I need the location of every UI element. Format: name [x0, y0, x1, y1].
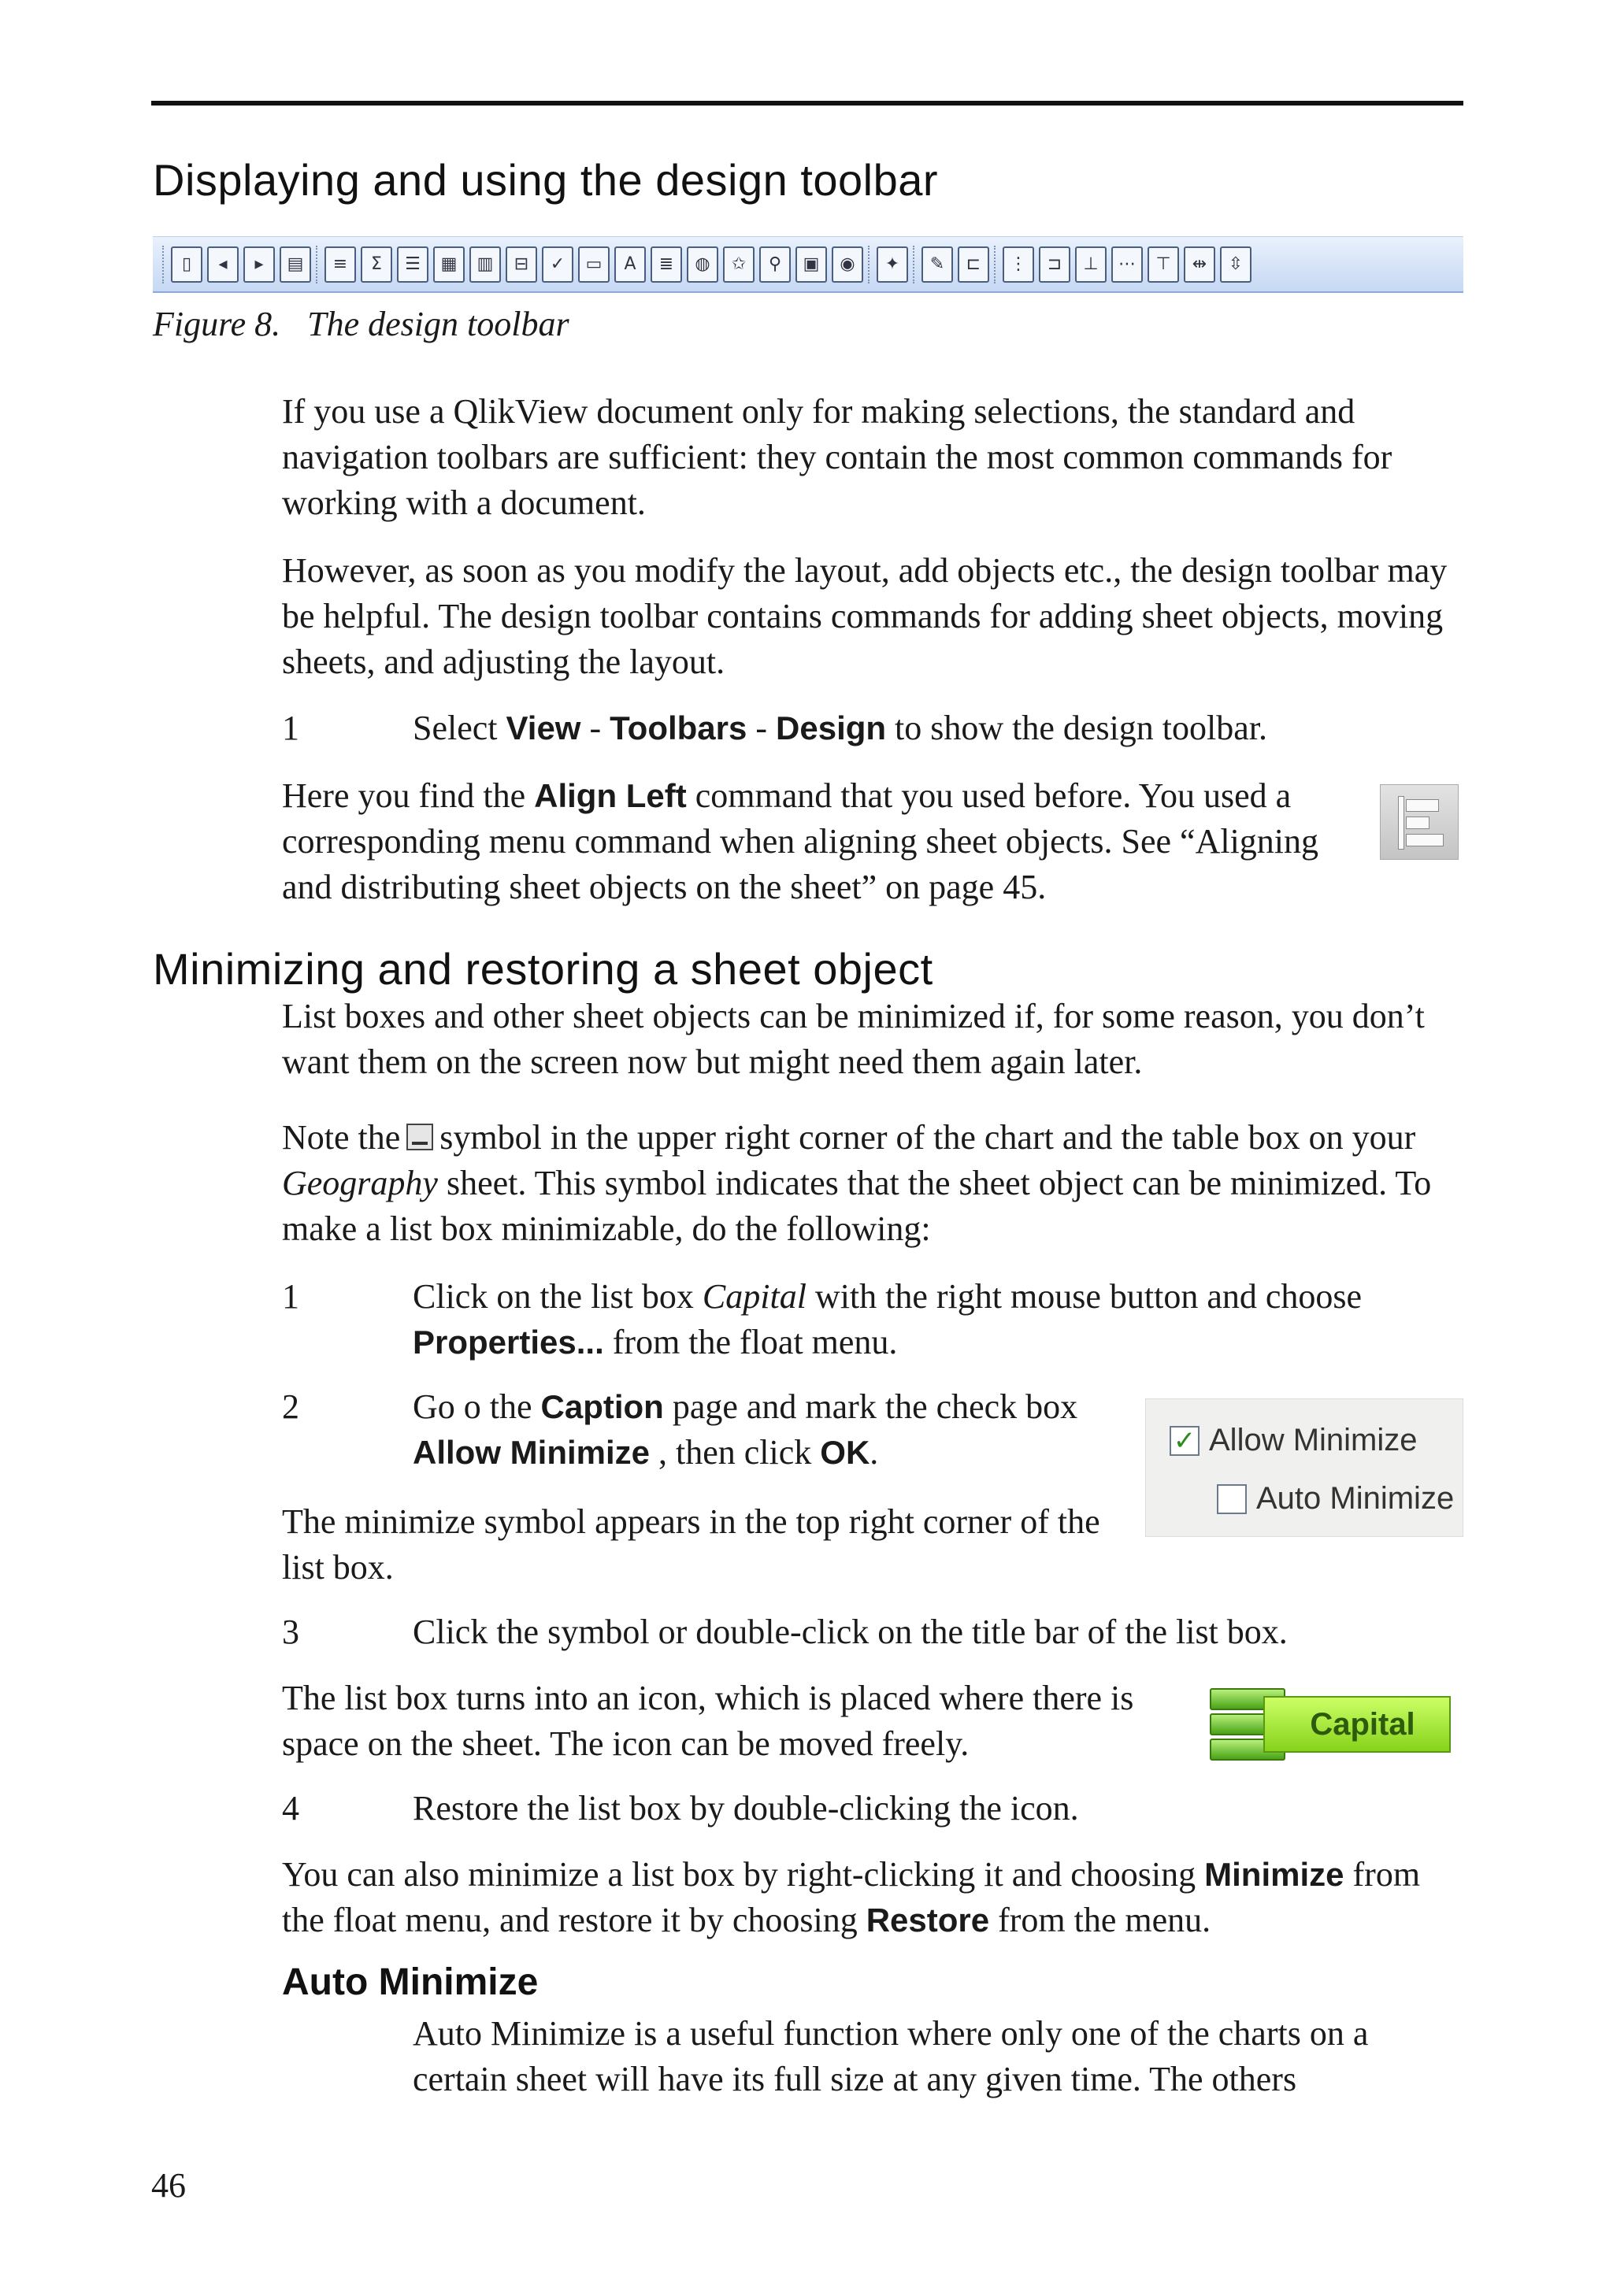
paragraph: List boxes and other sheet objects can be minimized if, for some reason, you don’t want them on the screen now but might need them again later.: [282, 997, 1425, 1081]
step-item: [282, 1274, 1463, 1365]
new-sheet-icon[interactable]: ▯: [171, 246, 202, 283]
multi-box-icon[interactable]: ☰: [397, 246, 428, 283]
sheet-properties-icon[interactable]: ▤: [280, 246, 311, 283]
step-number: 4: [282, 1789, 299, 1828]
align-center-icon[interactable]: ⋮: [1003, 246, 1034, 283]
text-object-icon[interactable]: A: [614, 246, 646, 283]
step-text: Click on the list box Capital with the right mouse button and choose Properties... from the float menu.: [413, 1277, 1363, 1361]
align-left-icon[interactable]: ⊏: [958, 246, 989, 283]
section-heading: Minimizing and restoring a sheet object: [153, 944, 933, 994]
align-middle-icon[interactable]: ⋯: [1111, 246, 1143, 283]
bookmark-icon[interactable]: ✩: [723, 246, 755, 283]
minimized-listbox-icon[interactable]: [1188, 1688, 1455, 1761]
paragraph: If you use a QlikView document only for making selections, the standard and navigation toolbars are sufficient: they contain the most common commands for working with a document.: [282, 392, 1392, 522]
figure-title: The design toolbar: [307, 305, 569, 343]
caption-page-label: Caption: [540, 1388, 664, 1425]
step-item: [282, 1384, 1117, 1476]
slider-icon[interactable]: ◍: [687, 246, 718, 283]
sheet-name: Geography: [282, 1164, 438, 1202]
step-text: Restore the list box by double-clicking the icon.: [413, 1789, 1079, 1828]
minimized-icon-label: Capital: [1263, 1696, 1451, 1753]
toolbar-separator: [994, 246, 998, 283]
step-number: 1: [282, 709, 299, 747]
menu-toolbars: Toolbars: [610, 709, 747, 746]
step-text: Go o the Caption page and mark the check box Allow Minimize , then click OK.: [413, 1387, 1078, 1472]
design-toolbar: [153, 236, 1463, 293]
align-top-icon[interactable]: ⊤: [1148, 246, 1179, 283]
section-heading: Displaying and using the design toolbar: [153, 155, 939, 205]
command-properties: Properties...: [413, 1324, 604, 1361]
command-restore: Restore: [866, 1902, 990, 1939]
align-bottom-icon[interactable]: ⊥: [1075, 246, 1107, 283]
chart-icon[interactable]: ▥: [469, 246, 501, 283]
button-icon[interactable]: ▭: [578, 246, 610, 283]
auto-minimize-label: Auto Minimize: [1256, 1481, 1455, 1516]
menu-design: Design: [776, 709, 887, 746]
paragraph: Auto Minimize is a useful function where only one of the charts on a certain sheet will have its full size at any given time. The others: [413, 2014, 1369, 2098]
paragraph: The minimize symbol appears in the top right corner of the list box.: [282, 1502, 1100, 1587]
table-box-icon[interactable]: ▦: [433, 246, 465, 283]
toolbar-separator: [913, 246, 917, 283]
auto-minimize-checkbox[interactable]: [1217, 1484, 1247, 1514]
command-minimize: Minimize: [1204, 1856, 1344, 1893]
line-arrow-icon[interactable]: ≣: [651, 246, 682, 283]
subheading: Auto Minimize: [282, 1961, 539, 2003]
space-horizontal-icon[interactable]: ⇹: [1184, 246, 1215, 283]
step-number: 3: [282, 1613, 299, 1651]
paragraph: The list box turns into an icon, which is placed where there is space on the sheet. The icon can be moved freely.: [282, 1679, 1134, 1763]
step-number: 2: [282, 1387, 299, 1426]
step-text: Click the symbol or double-click on the title bar of the list box.: [413, 1613, 1288, 1651]
format-painter-icon[interactable]: ✎: [921, 246, 953, 283]
wizard-icon[interactable]: ✦: [877, 246, 908, 283]
custom-object-icon[interactable]: ◉: [832, 246, 863, 283]
figure-label: Figure 8.: [153, 305, 281, 343]
list-box-icon[interactable]: ≡: [324, 246, 356, 283]
step-item: [282, 1786, 1463, 1831]
allow-minimize-checkbox[interactable]: ✓: [1170, 1426, 1200, 1456]
step-item: [282, 1609, 1463, 1655]
menu-view: View: [506, 709, 581, 746]
paragraph: Note the symbol in the upper right corner of the chart and the table box on your Geography sheet. This symbol indicates that the sheet object can be minimized. To make a list box minimizable, do the following:: [282, 1118, 1432, 1248]
space-vertical-icon[interactable]: ⇳: [1220, 246, 1251, 283]
toolbar-separator: [868, 246, 872, 283]
ok-label: OK: [820, 1434, 870, 1471]
allow-minimize-label: Allow Minimize: [1209, 1423, 1418, 1457]
statistics-box-icon[interactable]: Σ: [361, 246, 392, 283]
toolbar-separator: [316, 246, 320, 283]
auto-minimize-row[interactable]: [1217, 1481, 1454, 1516]
caption-checkbox-panel: [1145, 1398, 1463, 1537]
align-right-icon[interactable]: ⊐: [1039, 246, 1070, 283]
paragraph: You can also minimize a list box by right-clicking it and choosing Minimize from the float menu, and restore it by choosing Restore from the menu.: [282, 1855, 1421, 1939]
page-number: 46: [151, 2166, 186, 2205]
current-selections-icon[interactable]: ✓: [542, 246, 573, 283]
sheet-right-icon[interactable]: ▸: [243, 246, 275, 283]
sheet-left-icon[interactable]: ◂: [207, 246, 239, 283]
allow-minimize-label: Allow Minimize: [413, 1434, 651, 1471]
align-left-icon: [1380, 784, 1459, 860]
container-icon[interactable]: ▣: [795, 246, 827, 283]
paragraph: Here you find the Align Left command that you used before. You used a corresponding menu command when aligning sheet objects. See “Aligning and distributing sheet objects on the sheet” on page 45.: [282, 776, 1319, 906]
paragraph: However, as soon as you modify the layout, add objects etc., the design toolbar may be helpful. The design toolbar contains commands for adding sheet objects, moving sheets, and adjusting the layout.: [282, 551, 1448, 681]
input-box-icon[interactable]: ⊟: [506, 246, 537, 283]
minimize-icon: [406, 1124, 433, 1150]
command-align-left: Align Left: [534, 777, 687, 814]
search-object-icon[interactable]: ⚲: [759, 246, 791, 283]
step-text: Select View - Toolbars - Design to show the design toolbar.: [413, 709, 1268, 747]
allow-minimize-row[interactable]: [1170, 1423, 1418, 1458]
figure-caption: [153, 304, 569, 344]
listbox-name: Capital: [702, 1277, 806, 1316]
step-item: [282, 705, 1463, 751]
step-number: 1: [282, 1277, 299, 1316]
top-rule: [151, 101, 1463, 106]
toolbar-grip[interactable]: [162, 246, 166, 283]
